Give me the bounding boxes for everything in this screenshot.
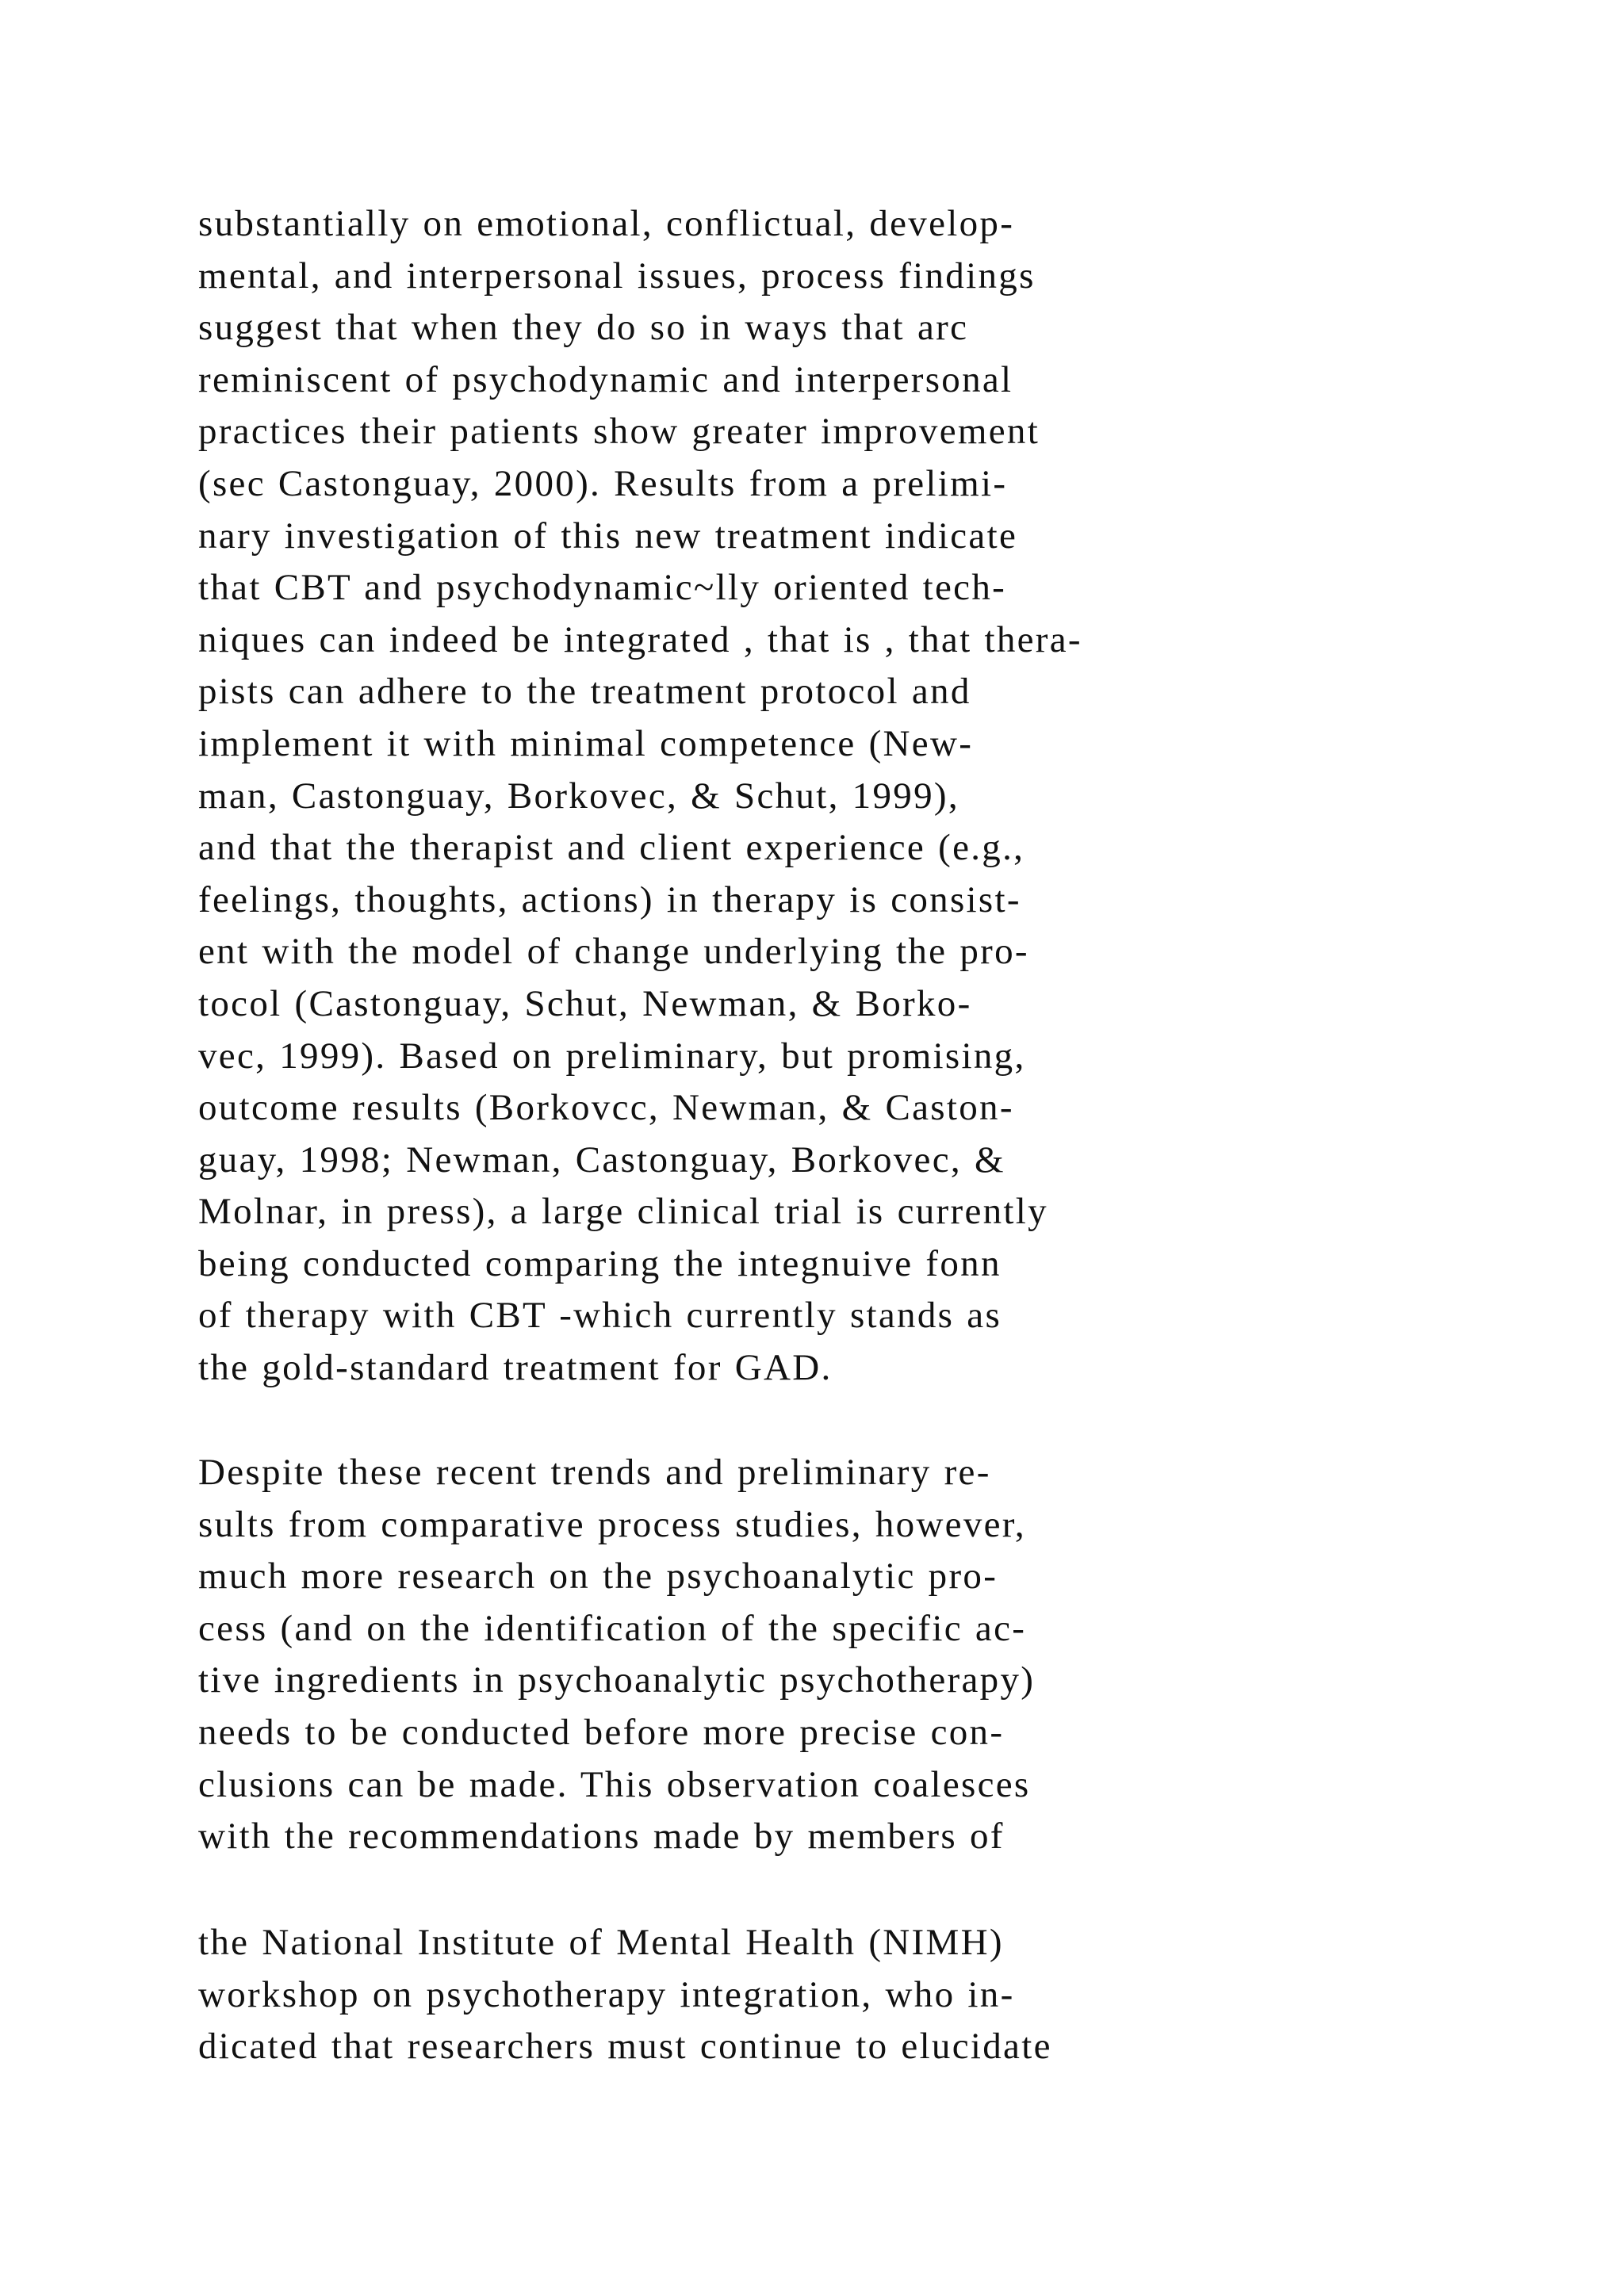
text-line: and that the therapist and client experience (e.g., bbox=[198, 827, 1025, 869]
text-line: the National Institute of Mental Health (NIMH) bbox=[198, 1922, 1004, 1963]
text-line: reminiscent of psychodynamic and interpersonal bbox=[198, 358, 1013, 400]
text-line: nary investigation of this new treatment indicate bbox=[198, 515, 1018, 557]
text-line: cess (and on the identification of the specific ac- bbox=[198, 1607, 1027, 1649]
text-line: tive ingredients in psychoanalytic psychotherapy) bbox=[198, 1659, 1036, 1701]
text-line: sults from comparative process studies, however, bbox=[198, 1503, 1026, 1545]
text-line: clusions can be made. This observation coalesces bbox=[198, 1763, 1031, 1805]
text-line: much more research on the psychoanalytic pro- bbox=[198, 1556, 998, 1598]
text-line: niques can indeed be integrated , that is , that thera- bbox=[198, 618, 1082, 660]
text-line: that CBT and psychodynamic~lly oriented tech- bbox=[198, 567, 1007, 609]
text-line: Despite these recent trends and preliminary re- bbox=[198, 1452, 991, 1493]
text-line: suggest that when they do so in ways that arc bbox=[198, 307, 969, 349]
text-line: mental, and interpersonal issues, process findings bbox=[198, 254, 1036, 297]
paragraph-2 bbox=[198, 1447, 1435, 1863]
text-line: of therapy with CBT -which currently stands as bbox=[198, 1295, 1002, 1337]
text-line: pists can adhere to the treatment protocol and bbox=[198, 671, 971, 713]
text-line: substantially on emotional, conflictual, develop- bbox=[198, 203, 1015, 244]
text-line: practices their patients show greater improvement bbox=[198, 411, 1040, 453]
paragraph-3 bbox=[198, 1917, 1435, 2073]
text-line: tocol (Castonguay, Schut, Newman, & Borko- bbox=[198, 982, 972, 1024]
text-line: ent with the model of change underlying the pro- bbox=[198, 931, 1029, 973]
text-line: the gold-standard treatment for GAD. bbox=[198, 1347, 833, 1389]
text-line: Molnar, in press), a large clinical trial is currently bbox=[198, 1191, 1048, 1233]
text-line: feelings, thoughts, actions) in therapy is consist- bbox=[198, 878, 1021, 920]
text-line: outcome results (Borkovcc, Newman, & Caston- bbox=[198, 1087, 1014, 1129]
text-line: workshop on psychotherapy integration, who in- bbox=[198, 1973, 1015, 2015]
text-line: with the recommendations made by members of bbox=[198, 1816, 1005, 1858]
text-line: dicated that researchers must continue to elucidate bbox=[198, 2026, 1052, 2068]
text-line: guay, 1998; Newman, Castonguay, Borkovec, & bbox=[198, 1138, 1005, 1181]
text-line: being conducted comparing the integnuive fonn bbox=[198, 1242, 1002, 1284]
text-line: man, Castonguay, Borkovec, & Schut, 1999), bbox=[198, 775, 959, 817]
text-line: vec, 1999). Based on preliminary, but promising, bbox=[198, 1035, 1026, 1077]
paragraph-1 bbox=[198, 198, 1435, 1395]
text-line: implement it with minimal competence (New- bbox=[198, 722, 974, 764]
text-line: needs to be conducted before more precise con- bbox=[198, 1711, 1005, 1753]
text-line: (sec Castonguay, 2000). Results from a prelimi- bbox=[198, 462, 1008, 504]
